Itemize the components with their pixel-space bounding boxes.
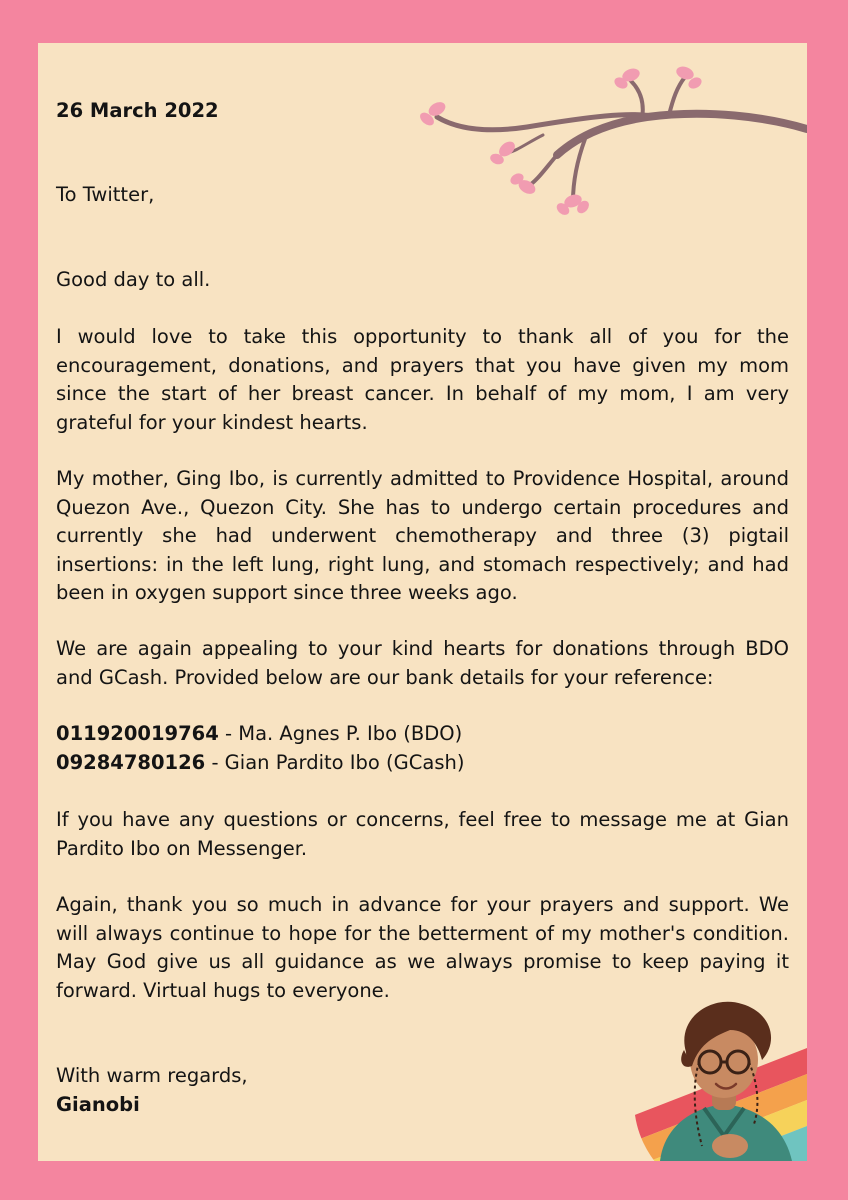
bank-account-row	[56, 720, 789, 749]
letter-date: 26 March 2022	[56, 99, 219, 122]
account-number: 011920019764	[56, 722, 219, 745]
letter-salutation: To Twitter,	[56, 183, 155, 206]
bank-details	[56, 720, 789, 777]
letter-paper	[38, 43, 807, 1161]
account-holder: - Ma. Agnes P. Ibo (BDO)	[218, 722, 463, 745]
signature-name: Gianobi	[56, 1092, 140, 1116]
account-holder: - Gian Pardito Ibo (GCash)	[205, 750, 465, 774]
bank-account-row	[56, 749, 789, 778]
letter-paragraph: We are again appealing to your kind hearts for donations through BDO and GCash. Provided below are our bank details for your reference:	[56, 637, 789, 689]
letter-paragraph: If you have any questions or concerns, feel free to message me at Gian Pardito Ibo on Messenger.	[56, 808, 789, 860]
account-number: 09284780126	[56, 750, 206, 774]
avatar-illustration-icon	[632, 996, 807, 1161]
closing-line: With warm regards,	[56, 1064, 248, 1087]
letter-paragraph: Again, thank you so much in advance for your prayers and support. We will always continue to hope for the betterment of my mother's condition. May God give us all guidance as we always promise to keep paying it forward. Virtual hugs to everyone.	[56, 893, 789, 1002]
letter-paragraph: My mother, Ging Ibo, is currently admitted to Providence Hospital, around Quezon Ave., Quezon City. She has to undergo certain procedures and currently she had underwent chemotherapy and three (3) pigtail insertions: in the left lung, right lung, and stomach respectively; and had been in oxygen support since three weeks ago.	[56, 467, 789, 604]
letter-paragraph: I would love to take this opportunity to thank all of you for the encouragement, donations, and prayers that you have given my mom since the start of her breast cancer. In behalf of my mom, I am very grateful for your kindest hearts.	[56, 325, 789, 434]
letter-greeting: Good day to all.	[56, 268, 211, 291]
